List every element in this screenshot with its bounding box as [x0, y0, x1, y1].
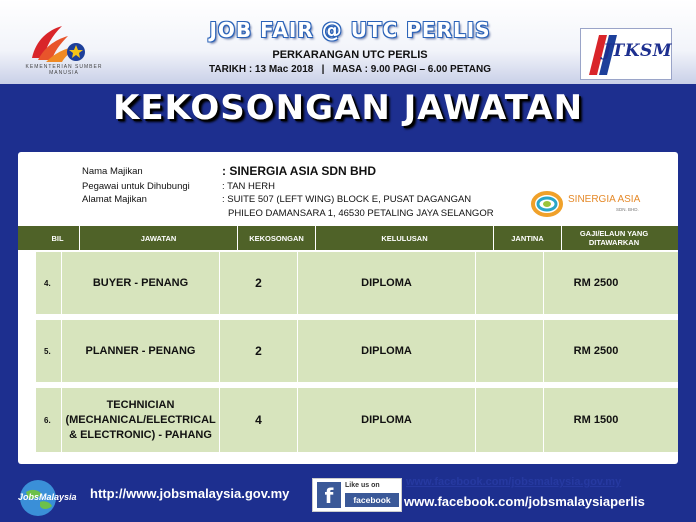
sinergia-logo-name: SINERGIA ASIA	[568, 194, 641, 205]
event-venue: PERKARANGAN UTC PERLIS	[272, 49, 428, 61]
row-kekosongan: 2	[220, 252, 298, 314]
row-jawatan: TECHNICIAN (MECHANICAL/ELECTRICAL & ELECTRONIC) - PAHANG	[62, 388, 220, 452]
row-gaji: RM 2500	[573, 345, 619, 357]
header-bil: BIL	[36, 226, 80, 250]
row-jantina	[476, 388, 544, 452]
table-row	[36, 250, 678, 314]
sinergia-logo-sub: SDN. BHD.	[616, 207, 639, 212]
row-jantina	[476, 320, 544, 382]
row-kekosongan: 2	[220, 320, 298, 382]
table-row	[36, 386, 678, 452]
jobsmalaysia-logo-icon	[16, 478, 82, 518]
row-kelulusan: DIPLOMA	[298, 320, 476, 382]
contact-label: Pegawai untuk Dihubungi	[82, 181, 190, 192]
row-jawatan: BUYER - PENANG	[62, 252, 220, 314]
address-label: Alamat Majikan	[82, 194, 147, 205]
header-kekosongan: KEKOSONGAN	[238, 226, 316, 250]
footer	[0, 470, 696, 522]
header	[0, 0, 696, 84]
facebook-url-ghost[interactable]: www.facebook.com/jobsmalaysia.gov.my	[406, 476, 622, 488]
row-kekosongan: 4	[220, 388, 298, 452]
sinergia-swirl-icon	[530, 188, 564, 220]
row-kelulusan: DIPLOMA	[298, 388, 476, 452]
row-gaji: RM 1500	[573, 414, 619, 426]
ministry-logo-text: KEMENTERIAN SUMBER MANUSIA	[25, 64, 103, 76]
jtksm-logo-icon	[580, 28, 672, 80]
sinergia-logo-icon	[530, 186, 650, 222]
event-dateline: TARIKH : 13 Mac 2018 | MASA : 9.00 PAGI – 6.00 PETANG	[209, 64, 491, 75]
row-bil: 4.	[36, 252, 62, 314]
facebook-like-badge[interactable]	[312, 478, 402, 512]
event-title: JOB FAIR @ UTC PERLIS	[209, 18, 491, 42]
jobsmalaysia-logo-text: JobsMalaysia	[18, 492, 77, 502]
banner-title: KEKOSONGAN JAWATAN	[112, 88, 584, 128]
header-gaji: GAJI/ELAUN YANG DITAWARKAN	[579, 229, 649, 247]
facebook-link[interactable]: www.facebook.com/jobsmalaysiaperlis	[404, 494, 645, 509]
row-jawatan: PLANNER - PENANG	[62, 320, 220, 382]
contact-value: : TAN HERH	[222, 181, 275, 192]
header-jantina: JANTINA	[494, 226, 562, 250]
website-link[interactable]: http://www.jobsmalaysia.gov.my	[90, 486, 290, 501]
row-bil: 5.	[36, 320, 62, 382]
row-jantina	[476, 252, 544, 314]
facebook-word: facebook	[345, 493, 399, 507]
employer-name-value: : SINERGIA ASIA SDN BHD	[222, 164, 377, 178]
employer-name-label: Nama Majikan	[82, 166, 143, 177]
address-line1: : SUITE 507 (LEFT WING) BLOCK E, PUSAT DAGANGAN	[222, 194, 472, 205]
header-jawatan: JAWATAN	[80, 226, 238, 250]
row-gaji: RM 2500	[573, 277, 619, 289]
row-kelulusan: DIPLOMA	[298, 252, 476, 314]
table-header	[18, 226, 678, 250]
facebook-like-text: Like us on	[345, 482, 380, 489]
table-row	[36, 318, 678, 382]
header-kelulusan: KELULUSAN	[316, 226, 494, 250]
jtksm-logo-text: JTKSM	[603, 41, 673, 61]
address-line2: PHILEO DAMANSARA 1, 46530 PETALING JAYA SELANGOR	[228, 208, 494, 219]
row-bil: 6.	[36, 388, 62, 452]
facebook-f-icon: f	[317, 482, 341, 508]
